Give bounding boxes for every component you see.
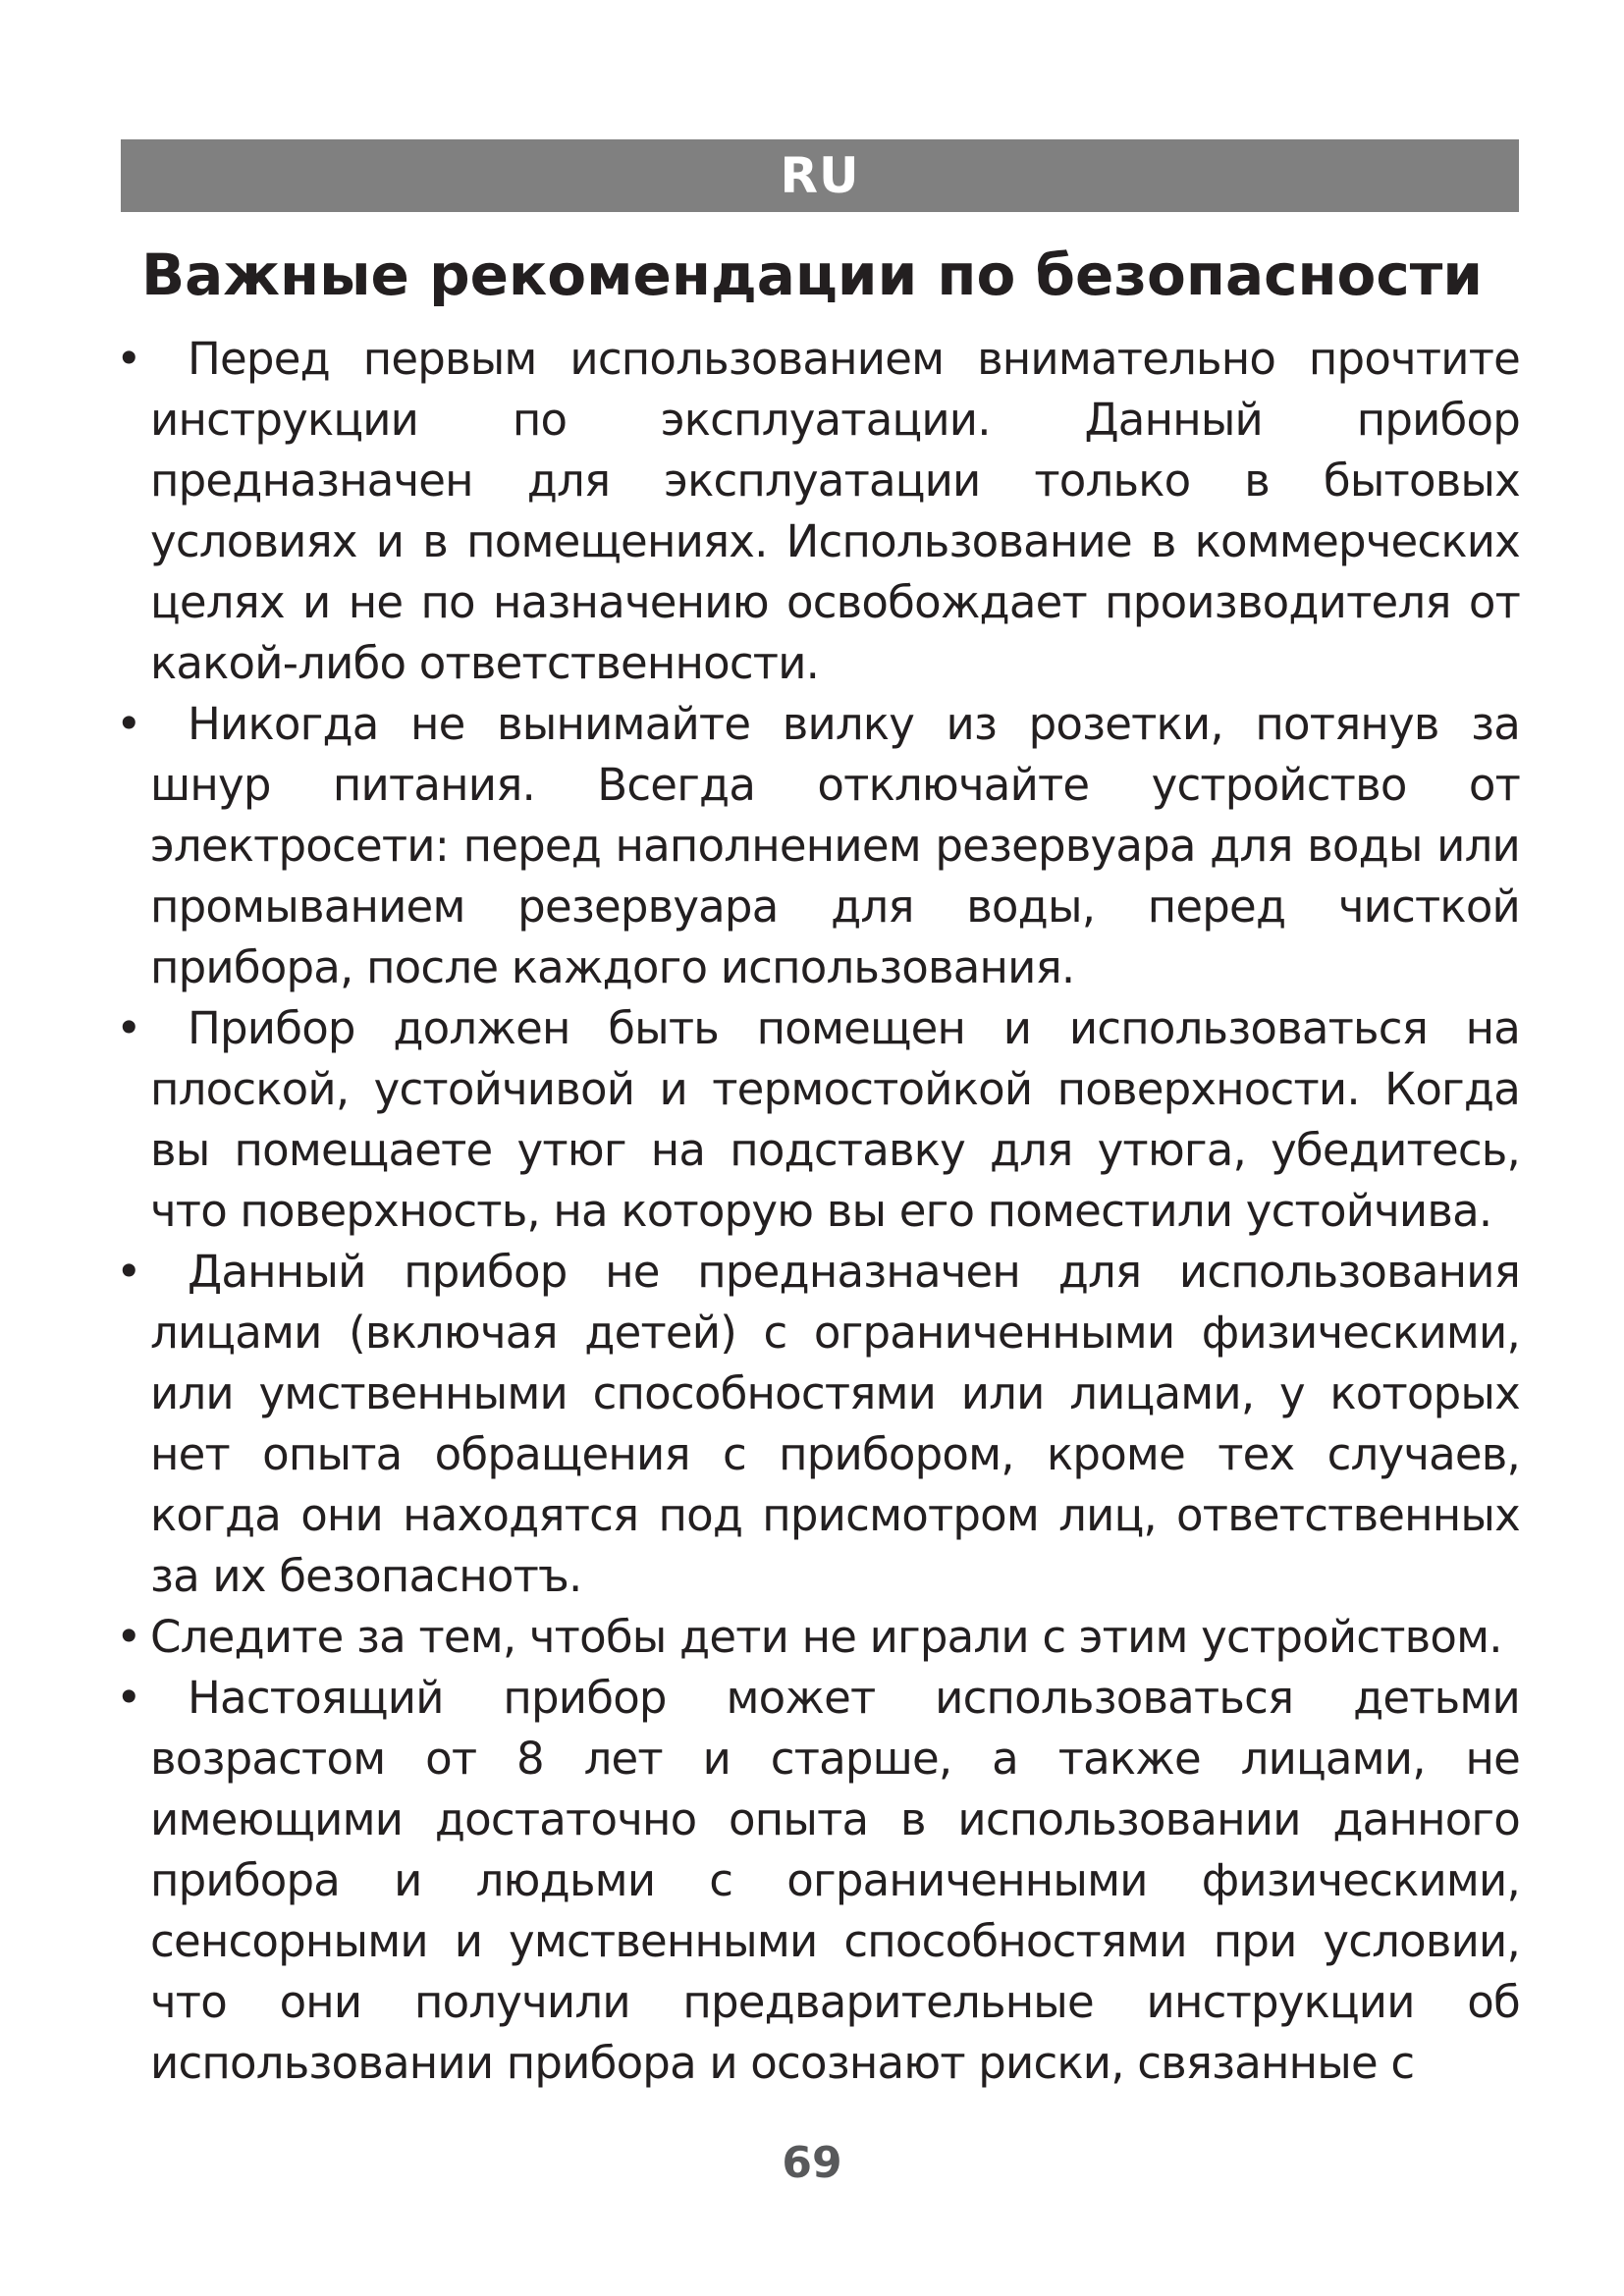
list-item — [116, 998, 1520, 1242]
bullet-marker: • — [116, 333, 141, 385]
list-item — [116, 1668, 1520, 2094]
list-item — [116, 1242, 1520, 1607]
list-item-text: Настоящий прибор может использоваться детьми возрастом от 8 лет и старше, а также лицами, не имеющими достаточно опыта в использовании данного прибора и людьми с ограниченными физическими, сенсорными и умственными способностями при условии, что они получили предварительные инструкции об использовании прибора и осознают риски, связанные с — [150, 1672, 1520, 2089]
list-item-text: Никогда не вынимайте вилку из розетки, потянув за шнур питания. Всегда отключайте устройство от электросети: перед наполнением резервуара для воды или промыванием резервуара для воды, перед чисткой прибора, после каждого использования. — [150, 698, 1520, 993]
list-item — [116, 694, 1520, 998]
bullet-marker: • — [116, 1002, 141, 1054]
safety-list — [116, 329, 1520, 2094]
list-item-text: Данный прибор не предназначен для использования лицами (включая детей) с ограниченными физическими, или умственными способностями или лицами, у которых нет опыта обращения с прибором, кроме тех случаев, когда они находятся под присмотром лиц, ответственных за их безопаснотъ. — [150, 1246, 1520, 1602]
language-label: RU — [780, 147, 860, 204]
list-item-text: Следите за тем, чтобы дети не играли с этим устройством. — [150, 1611, 1502, 1663]
language-header-bar — [121, 139, 1519, 212]
bullet-marker: • — [116, 698, 141, 750]
list-item-text: Перед первым использованием внимательно прочтите инструкции по эксплуатации. Данный прибор предназначен для эксплуатации только в бытовых условиях и в помещениях. Использование в коммерческих целях и не по назначению освобождает производителя от какой-либо ответственности. — [150, 333, 1520, 689]
bullet-marker: • — [116, 1672, 141, 1724]
page-title: Важные рекомендации по безопасности — [140, 241, 1484, 308]
bullet-marker: • — [116, 1246, 141, 1298]
bullet-marker: • — [116, 1611, 141, 1663]
page-number: 69 — [782, 2138, 842, 2188]
list-item — [116, 329, 1520, 694]
list-item — [116, 1607, 1520, 1668]
list-item-text: Прибор должен быть помещен и использоваться на плоской, устойчивой и термостойкой поверхности. Когда вы помещаете утюг на подставку для утюга, убедитесь, что поверхность, на которую вы его поместили устойчива. — [150, 1002, 1520, 1237]
